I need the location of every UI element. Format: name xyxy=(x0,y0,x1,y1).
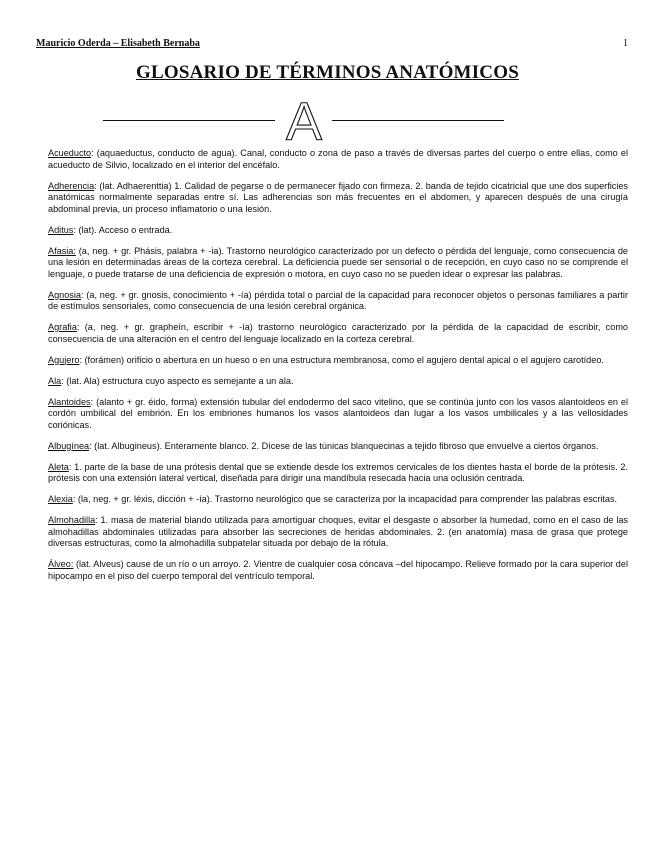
glossary-entry xyxy=(48,181,628,216)
entry-definition: : (lat. Adhaerenttia) 1. Calidad de pegarse o de permanecer fijado con firmeza. 2. banda de tejido cicatricial que une dos superficies anatómicas normalmente separadas entre sí. Las adherencias son más frecuentes en el abdomen, y aparecen después de una cirugía abdominal previa, un proceso inflamatorio o una lesión. xyxy=(48,180,628,214)
entry-term: Albugínea xyxy=(48,440,90,451)
entry-term: Alexia xyxy=(48,494,73,504)
entry-definition: : (forámen) orificio o abertura en un hueso o en una estructura membranosa, como el agujero dental apical o el agujero carotídeo. xyxy=(79,354,604,365)
glossary-entry xyxy=(48,559,628,582)
entry-term: Aleta xyxy=(48,461,69,472)
entry-term: Agrafia xyxy=(48,322,77,332)
entry-term: Adherencia xyxy=(48,180,95,191)
glossary-entry xyxy=(48,515,628,550)
entry-term: Ala xyxy=(48,375,62,386)
glossary-entry xyxy=(48,355,628,367)
glossary-entry xyxy=(48,246,628,281)
entry-term: Alantoides xyxy=(48,396,91,407)
divider-rule-right xyxy=(332,120,504,121)
glossary-entry xyxy=(48,225,628,237)
entry-definition: (lat. Alveus) cause de un río o un arroyo. 2. Vientre de cualquier cosa cóncava –del hipocampo. Relieve formado por la cara superior del hipocampo en el piso del cuerpo temporal del ventrículo temporal. xyxy=(48,559,628,581)
divider-rule-left xyxy=(103,120,275,121)
glossary-entry xyxy=(48,397,628,432)
section-letter: A xyxy=(285,96,323,146)
entry-definition: : 1. parte de la base de una prótesis dental que se extiende desde los extremos cervicales de los dientes hasta el borde de la prótesis. 2. prótesis con una extensión lateral vertical, diseñada para dirigir una mandíbula resecada hacia una oclusión centrada. xyxy=(48,461,628,483)
glossary-entry xyxy=(48,322,628,345)
glossary-entry xyxy=(48,148,628,171)
entry-term: Agujero xyxy=(48,354,80,365)
entry-term: Álveo: xyxy=(48,559,74,569)
page-number: 1 xyxy=(623,38,628,49)
authors-line: Mauricio Oderda – Elisabeth Bernaba xyxy=(36,38,200,49)
glossary-entry xyxy=(48,441,628,453)
entry-definition: : 1. masa de material blando utilizada para amortiguar choques, evitar el desgaste o absorber la humedad, como en el caso de las almohadillas abdominales utilizadas para absorber las secreciones de heridas abdominales. 2. (en anatomía) masa de grasa que protege diversas estructuras, como la almohadilla subpatelar situada por debajo de la rótula. xyxy=(48,515,628,548)
page-title: GLOSARIO DE TÉRMINOS ANATÓMICOS xyxy=(136,62,519,83)
entry-definition: : (lat. Albugineus). Enteramente blanco. 2. Dícese de las túnicas blanquecinas a tejido fibroso que envuelve a ciertos órganos. xyxy=(89,440,599,451)
entry-term: Aditus xyxy=(48,224,74,235)
glossary-entry xyxy=(48,376,628,388)
entry-definition: (a, neg. + gr. Phásis, palabra + -ia). Trastorno neurológico caracterizado por un defecto o pérdida del lenguaje, como consecuencia de una lesión en determinadas áreas de la corteza cerebral. La deficiencia puede ser sensorial o de recepción, en cuyo caso no se comprende el lenguaje, o puede tratarse de una deficiencia de expresión o motora, en cuyo caso no se pueden idear o expresar las palabras. xyxy=(48,245,628,279)
entry-term: Afasia: xyxy=(48,245,76,256)
glossary-entry xyxy=(48,462,628,485)
entry-term: Almohadilla xyxy=(48,515,96,525)
glossary-entry xyxy=(48,290,628,313)
running-header xyxy=(36,38,628,49)
glossary-entry xyxy=(48,494,628,506)
section-letter-graphic xyxy=(284,96,324,146)
section-letter-divider xyxy=(0,96,655,146)
entry-definition: : (aquaeductus, conducto de agua). Canal, conducto o zona de paso a través de diversas partes del cuerpo o entre ellas, como el acueducto de Silvio, localizado en el interior del encéfalo. xyxy=(48,148,628,170)
entry-term: Acueducto xyxy=(48,148,92,158)
entry-term: Agnosia xyxy=(48,289,81,300)
entry-definition: : (a, neg. + gr. grapheín, escribir + -ía) trastorno neurológico caracterizado por la pérdida de la capacidad de escribir, como consecuencia de una alteración en el centro del lenguaje localizado en la corteza cerebral. xyxy=(48,322,628,344)
glossary-list xyxy=(48,148,628,592)
entry-definition: : (alanto + gr. éido, forma) extensión tubular del endodermo del saco vitelino, que se continúa junto con los vasos alantoideos en el cordón umbilical del embrión. En los embriones humanos los vasos alantoideos dan lugar a los vasos umbilicales y a las vellosidades coriónicas. xyxy=(48,396,628,430)
entry-definition: : (la, neg. + gr. léxis, dicción + -ía). Trastorno neurológico que se caracteriza por la incapacidad para comprender las palabras escritas. xyxy=(72,494,618,504)
entry-definition: : (a, neg. + gr. gnosis, conocimiento + -ía) pérdida total o parcial de la capacidad para reconocer objetos o personas familiares a partir de estímulos sensoriales, como consecuencia de una lesión cerebral orgánica. xyxy=(48,289,628,311)
entry-definition: : (lat. Ala) estructura cuyo aspecto es semejante a un ala. xyxy=(61,375,294,386)
entry-definition: : (lat). Acceso o entrada. xyxy=(73,224,173,235)
